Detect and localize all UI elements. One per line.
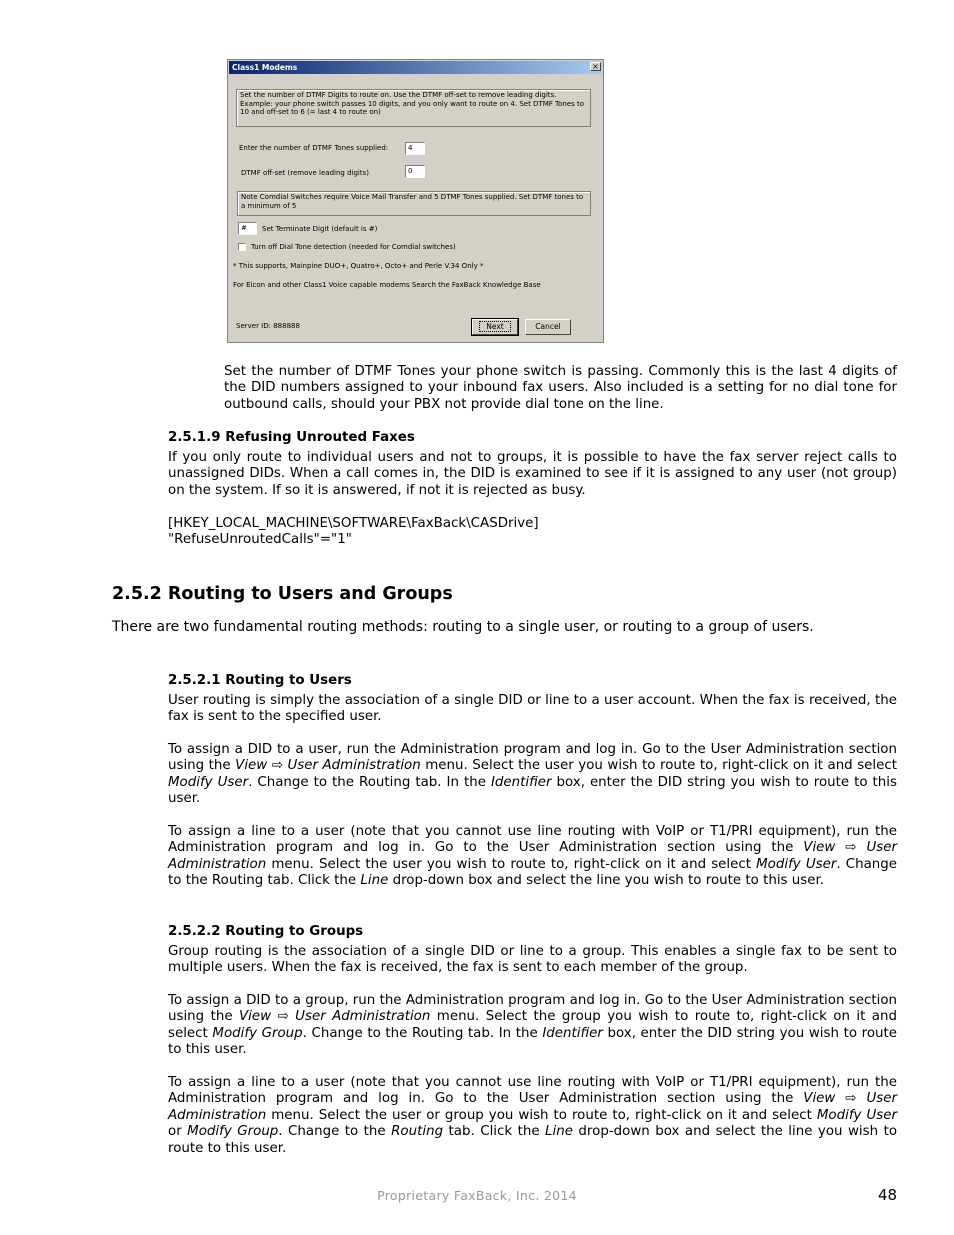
assign-did-user-para: To assign a DID to a user, run the Administration program and log in. Go to the User Administration section using the View ⇨ User Administration menu. Select the user you wish to route to, right-click on it and select Modify User. Change to the Routing tab. In the Identifier box, enter the DID string you wish to route to this user.	[168, 742, 897, 807]
heading-2521: 2.5.2.1 Routing to Users	[168, 673, 352, 688]
heading-252: 2.5.2 Routing to Users and Groups	[112, 584, 453, 604]
tones-input[interactable]: 4	[405, 142, 425, 155]
offset-label: DTMF off-set (remove leading digits)	[241, 169, 369, 177]
eicon-note: For Eicon and other Class1 Voice capable modems Search the FaxBack Knowledge Base	[233, 281, 541, 289]
tones-label: Enter the number of DTMF Tones supplied:	[239, 144, 389, 152]
page-footer: Proprietary FaxBack, Inc. 2014	[377, 1188, 577, 1203]
supports-note: * This supports, Mainpine DUO+, Quatro+, Octo+ and Perle V.34 Only *	[233, 262, 484, 270]
offset-input[interactable]: 0	[405, 165, 425, 178]
cancel-button[interactable]: Cancel	[525, 319, 571, 335]
page-number: 48	[878, 1186, 898, 1204]
dialog-title: Class1 Modems	[229, 61, 602, 74]
user-routing-para: User routing is simply the association of a single DID or line to a user account. When the fax is received, the fax is sent to the specified user.	[168, 693, 897, 725]
next-button-label: Next	[479, 321, 510, 332]
heading-2522: 2.5.2.2 Routing to Groups	[168, 924, 364, 939]
dtmf-info-box: Set the number of DTMF Digits to route on. Use the DTMF off-set to remove leading digits. Example: your phone switch passes 10 digits, and you only want to route on 4. Set DTMF Tones to 10 and off-set to 6 (= last 4 to route on)	[236, 89, 591, 127]
assign-line-group-para: To assign a line to a user (note that you cannot use line routing with VoIP or T1/PRI equipment), run the Administration program and log in. Go to the User Administration section using the View ⇨ User Administration menu. Select the user or group you wish to route to, right-click on it and select Modify User or Modify Group. Change to the Routing tab. Click the Line drop-down box and select the line you wish to route to this user.	[168, 1075, 898, 1156]
assign-line-user-para: To assign a line to a user (note that you cannot use line routing with VoIP or T1/PRI equipment), run the Administration program and log in. Go to the User Administration section using the View ⇨ User Administration menu. Select the user you wish to route to, right-click on it and select Modify User. Change to the Routing tab. Click the Line drop-down box and select the line you wish to route to this user.	[168, 824, 898, 889]
registry-key-line: [HKEY_LOCAL_MACHINE\SOFTWARE\FaxBack\CASDrive]	[168, 516, 539, 531]
close-button[interactable]: ×	[590, 62, 601, 71]
group-routing-para: Group routing is the association of a single DID or line to a group. This enables a single fax to be sent to multiple users. When the fax is received, the fax is sent to each member of the group.	[168, 944, 897, 976]
refusing-unrouted-para: If you only route to individual users and not to groups, it is possible to have the fax server reject calls to unassigned DIDs. When a call comes in, the DID is examined to see if it is assigned to any user (not group) on the system. If so it is answered, if not it is rejected as busy.	[168, 450, 897, 498]
routing-methods-intro: There are two fundamental routing methods: routing to a single user, or routing to a group of users.	[112, 619, 814, 635]
class1-modems-dialog	[227, 59, 604, 343]
assign-did-group-para: To assign a DID to a group, run the Administration program and log in. Go to the User Administration section using the View ⇨ User Administration menu. Select the group you wish to route to, right-click on it and select Modify Group. Change to the Routing tab. In the Identifier box, enter the DID string you wish to route to this user.	[168, 993, 897, 1058]
heading-2519: 2.5.1.9 Refusing Unrouted Faxes	[168, 430, 415, 445]
next-button[interactable]	[472, 319, 518, 335]
terminate-digit-input[interactable]: #	[238, 222, 257, 235]
dial-tone-checkbox[interactable]	[238, 243, 246, 251]
dial-tone-label: Turn off Dial Tone detection (needed for Comdial switches)	[251, 243, 456, 251]
dialog-caption: Set the number of DTMF Tones your phone switch is passing. Commonly this is the last 4 digits of the DID numbers assigned to your inbound fax users. Also included is a setting for no dial tone for outbound calls, should your PBX not provide dial tone on the line.	[224, 364, 897, 412]
comdial-note-box: Note Comdial Switches require Voice Mail Transfer and 5 DTMF Tones supplied. Set DTMF tones to a minimum of 5	[237, 191, 591, 216]
server-id: Server ID: 888888	[236, 322, 300, 330]
registry-value-line: "RefuseUnroutedCalls"="1"	[168, 532, 352, 547]
terminate-digit-label: Set Terminate Digit (default is #)	[262, 225, 378, 233]
